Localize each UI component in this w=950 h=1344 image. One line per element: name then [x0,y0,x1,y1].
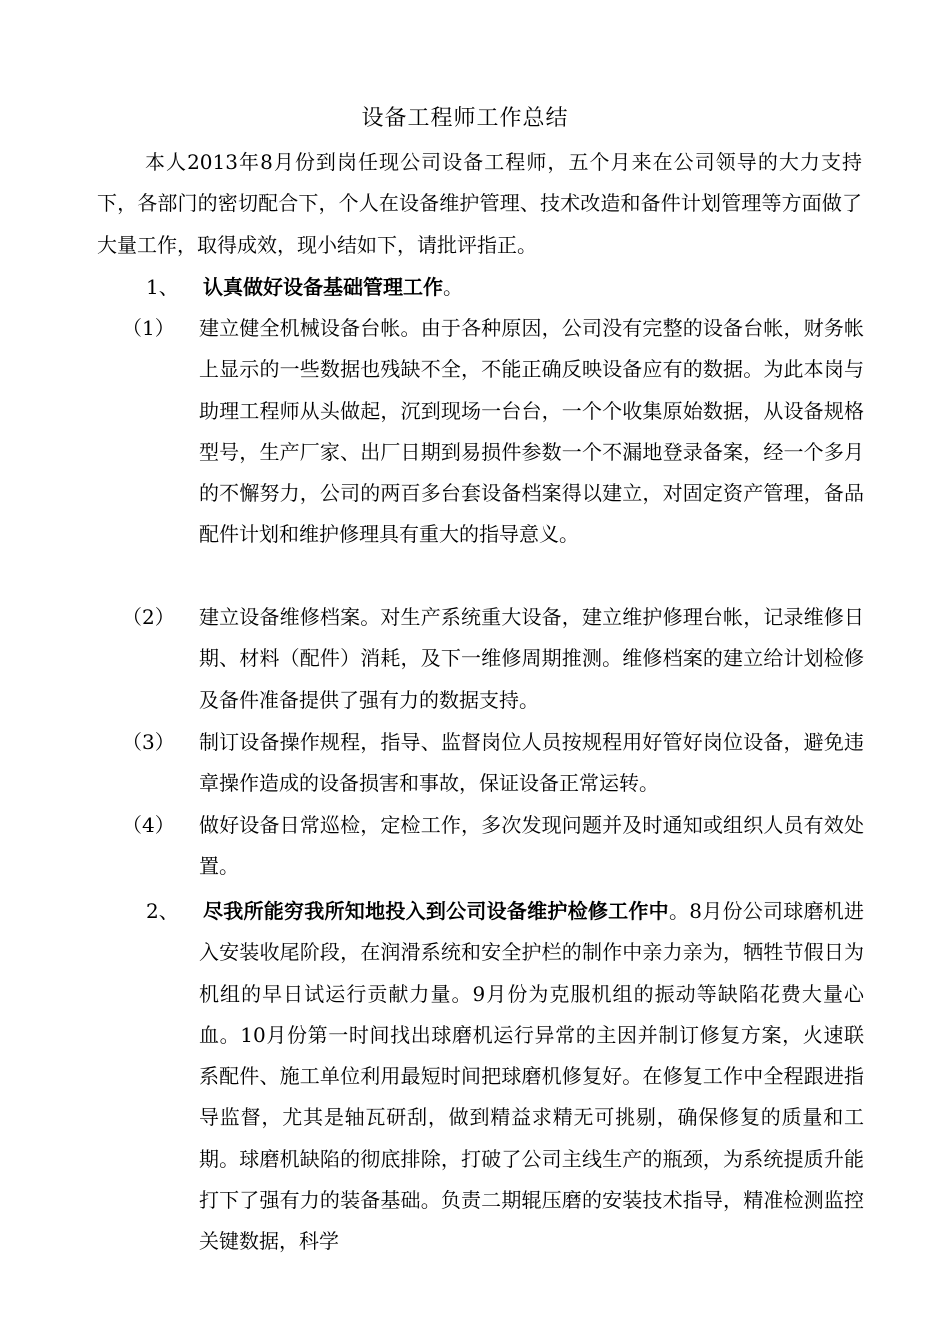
section2-paragraph [199,891,864,1263]
item-number: （1） [122,316,175,340]
item-text: 制订设备操作规程，指导、监督岗位人员按规程用好管好岗位设备，避免违章操作造成的设备损害和事故，保证设备正常运转。 [199,730,864,796]
item-number: （4） [122,813,175,837]
section1-heading-text: 认真做好设备基础管理工作 [203,275,443,299]
section2-number: 2、 [146,899,179,923]
section1-heading [203,267,463,308]
section1-number: 1、 [146,275,179,299]
document-title: 设备工程师工作总结 [361,106,569,131]
section2-heading: 尽我所能穷我所知地投入到公司设备维护检修工作中 [203,899,669,923]
item-number: （3） [122,730,175,754]
section2-text: 。8月份公司球磨机进入安装收尾阶段，在润滑系统和安全护栏的制作中亲力亲为，牺牲节假日为机组的早日试运行贡献力量。9月份为克服机组的振动等缺陷花费大量心血。10月份第一时间找出球磨机运行异常的主因并制订修复方案，火速联系配件、施工单位利用最短时间把球磨机修复好。在修复工作中全程跟进指导监督，尤其是轴瓦研刮，做到精益求精无可挑剔，确保修复的质量和工期。球磨机缺陷的彻底排除，打破了公司主线生产的瓶颈，为系统提质升能打下了强有力的装备基础。负责二期辊压磨的安装技术指导，精准检测监控关键数据，科学 [199,899,865,1254]
intro-paragraph: 本人2013年8月份到岗任现公司设备工程师，五个月来在公司领导的大力支持下，各部门的密切配合下，个人在设备维护管理、技术改造和备件计划管理等方面做了大量工作，取得成效，现小结如下，请批评指正。 [97,150,862,257]
section1-heading-end: 。 [443,275,463,299]
item-number: （2） [122,605,175,629]
item-text: 做好设备日常巡检，定检工作，多次发现问题并及时通知或组织人员有效处置。 [199,813,864,879]
item-text: 建立健全机械设备台帐。由于各种原因，公司没有完整的设备台帐，财务帐上显示的一些数据也残缺不全，不能正确反映设备应有的数据。为此本岗与助理工程师从头做起，沉到现场一台台，一个个收集原始数据，从设备规格型号，生产厂家、出厂日期到易损件参数一个不漏地登录备案，经一个多月的不懈努力，公司的两百多台套设备档案得以建立，对固定资产管理，备品配件计划和维护修理具有重大的指导意义。 [199,316,864,547]
item-text: 建立设备维修档案。对生产系统重大设备，建立维护修理台帐，记录维修日期、材料（配件）消耗，及下一维修周期推测。维修档案的建立给计划检修及备件准备提供了强有力的数据支持。 [199,605,864,712]
